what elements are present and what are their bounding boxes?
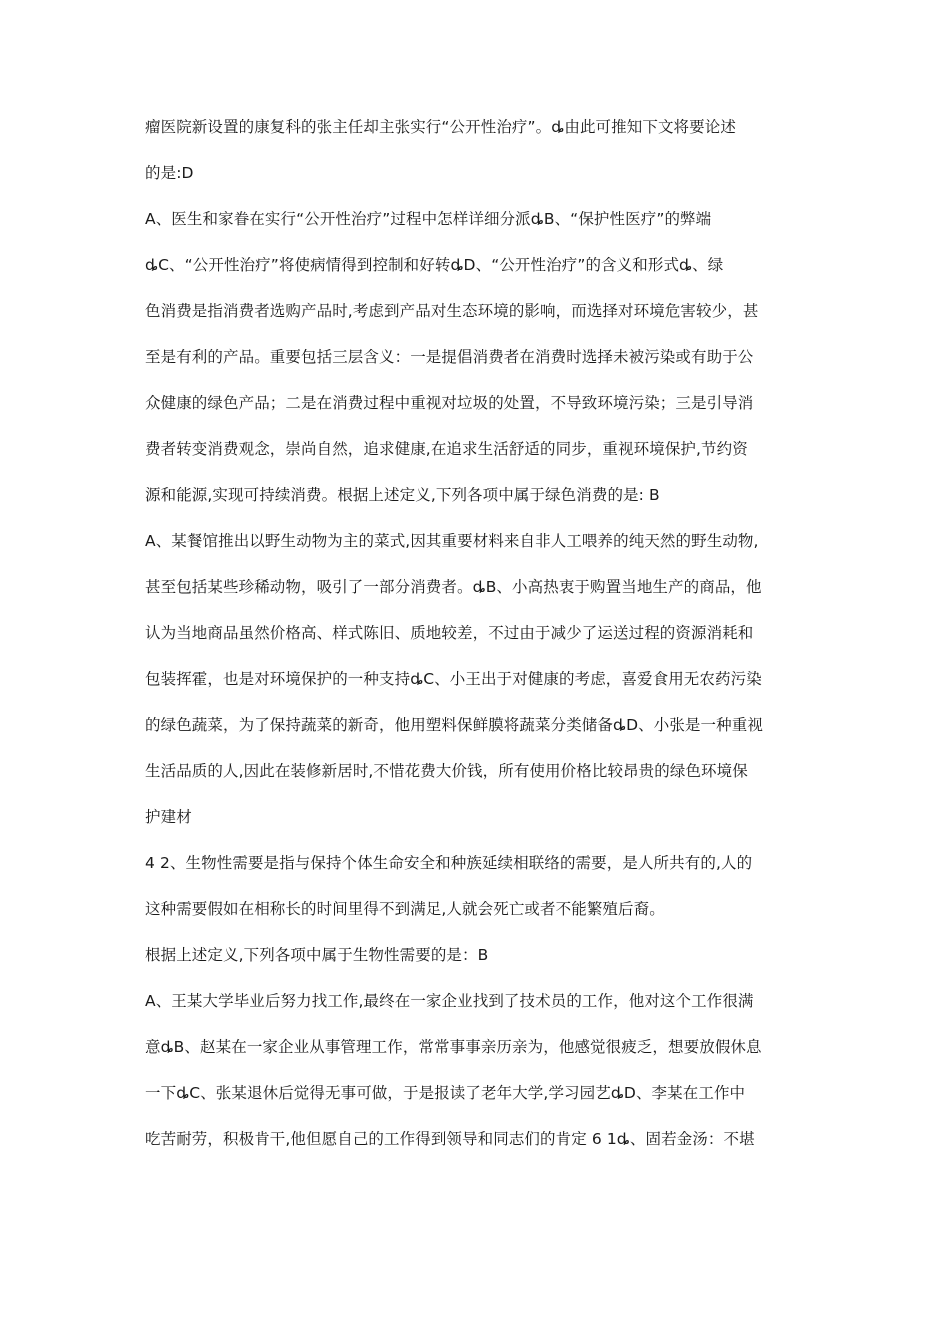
text-line: 源和能源,实现可持续消费。根据上述定义,下列各项中属于绿色消费的是: B	[145, 486, 660, 504]
text-line: 费者转变消费观念，崇尚自然，追求健康,在追求生活舒适的同步，重视环境保护,节约资	[145, 440, 748, 458]
text-line: ȡC、“公开性治疗”将使病情得到控制和好转ȡD、“公开性治疗”的含义和形式ȡ、绿	[145, 256, 724, 274]
text-line: A、医生和家眷在实行“公开性治疗”过程中怎样详细分派ȡB、“保护性医疗”的弊端	[145, 210, 712, 228]
text-line: 4 2、生物性需要是指与保持个体生命安全和种族延续相联络的需要，是人所共有的,人的	[145, 854, 753, 872]
text-line: 一下ȡC、张某退休后觉得无事可做，于是报读了老年大学,学习园艺ȡD、李某在工作中	[145, 1084, 746, 1102]
text-line: 众健康的绿色产品；二是在消费过程中重视对垃圾的处置，不导致环境污染；三是引导消	[145, 394, 754, 412]
text-line: 甚至包括某些珍稀动物，吸引了一部分消费者。ȡB、小高热衷于购置当地生产的商品，他	[145, 578, 762, 596]
text-line: A、王某大学毕业后努力找工作,最终在一家企业找到了技术员的工作，他对这个工作很满	[145, 992, 754, 1010]
text-line: A、某餐馆推出以野生动物为主的菜式,因其重要材料来自非人工喂养的纯天然的野生动物,	[145, 532, 759, 550]
text-line: 瘤医院新设置的康复科的张主任却主张实行“公开性治疗”。ȡ由此可推知下文将要论述	[145, 118, 736, 136]
text-line: 意ȡB、赵某在一家企业从事管理工作，常常事事亲历亲为，他感觉很疲乏，想要放假休息	[145, 1038, 762, 1056]
text-line: 色消费是指消费者选购产品时,考虑到产品对生态环境的影响，而选择对环境危害较少，甚	[145, 302, 759, 320]
text-line: 至是有利的产品。重要包括三层含义：一是提倡消费者在消费时选择未被污染或有助于公	[145, 348, 754, 366]
text-line: 包装挥霍，也是对环境保护的一种支持ȡC、小王出于对健康的考虑，喜爱食用无农药污染	[145, 670, 762, 688]
text-line: 生活品质的人,因此在装修新居时,不惜花费大价钱，所有使用价格比较昂贵的绿色环境保	[145, 762, 748, 780]
text-line: 根据上述定义,下列各项中属于生物性需要的是：B	[145, 946, 489, 964]
text-line: 这种需要假如在相称长的时间里得不到满足,人就会死亡或者不能繁殖后裔。	[145, 900, 665, 918]
text-line: 的绿色蔬菜，为了保持蔬菜的新奇，他用塑料保鲜膜将蔬菜分类储备ȡD、小张是一种重视	[145, 716, 763, 734]
text-line: 护建材	[145, 808, 192, 826]
text-line: 认为当地商品虽然价格高、样式陈旧、质地较差，不过由于减少了运送过程的资源消耗和	[145, 624, 754, 642]
text-line: 的是:D	[145, 164, 194, 182]
text-line: 吃苦耐劳，积极肯干,他但愿自己的工作得到领导和同志们的肯定 6 1ȡ、固若金汤：不堪	[145, 1130, 755, 1148]
